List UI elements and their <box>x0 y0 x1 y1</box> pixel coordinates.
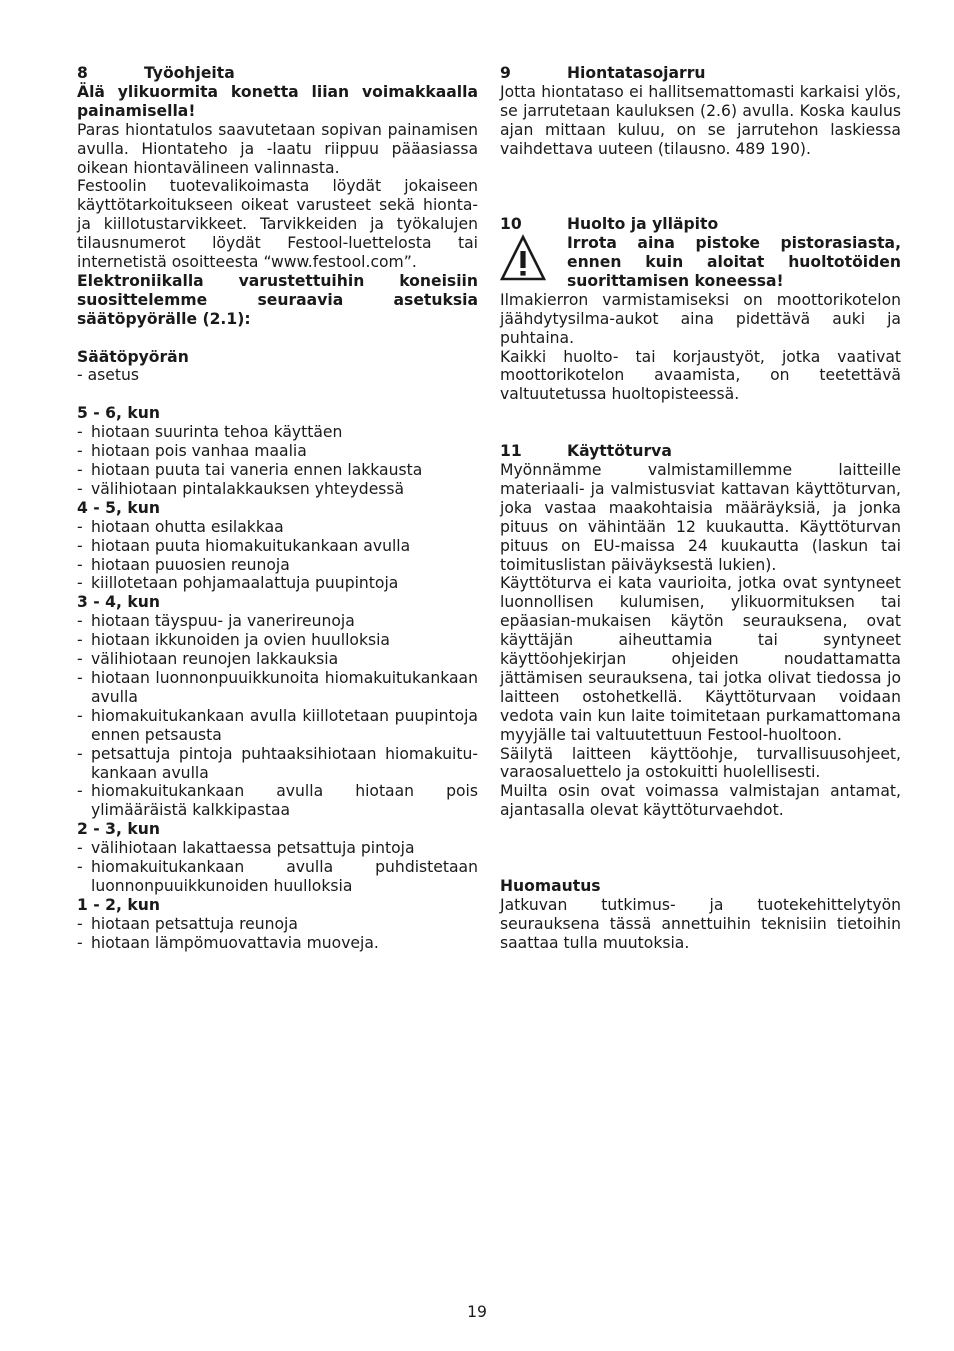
list-dash: - <box>77 461 83 479</box>
list-item-text: hiomakuitukankaan avulla kiillotetaan puupintoja ennen petsausta <box>91 706 478 744</box>
setting-group-title: 2 - 3, kun <box>77 820 160 839</box>
list-dash: - <box>77 536 83 555</box>
section-number: 11 <box>500 442 522 461</box>
setting-group-title: 1 - 2, kun <box>77 895 160 914</box>
list-item-text: hiotaan petsattuja reunoja <box>91 914 298 933</box>
list-item-text: hiotaan lämpömuovattavia muoveja. <box>91 933 379 952</box>
list-dash: - <box>77 612 83 631</box>
overload-warning: Älä ylikuormita konetta liian voimakkaalla painamisella! <box>77 82 478 120</box>
section-title: Hiontatasojarru <box>567 64 706 82</box>
list-item <box>77 423 478 442</box>
list-item-text: hiotaan puuta hiomakuitukankaan avulla <box>91 536 411 555</box>
list-item <box>77 631 478 650</box>
list-dash: - <box>77 631 83 650</box>
list-item <box>77 745 478 783</box>
list-item-text: hiomakuitukankaan avulla hiotaan pois ylimääräistä kalkkipastaa <box>91 782 478 820</box>
setting-group-title: 5 - 6, kun <box>77 404 160 423</box>
list-item <box>77 556 478 575</box>
list-item-text: välihiotaan reunojen lakkauksia <box>91 650 339 669</box>
paragraph: Jotta hiontataso ei hallitsemattomasti karkaisi ylös, se jarrutetaan kauluksen (2.6) avulla. Koska kaulus ajan mittaan kuluu, on se jarrutehon laskiessa vaihdettava uuteen (tilausno. 489 190). <box>500 82 901 158</box>
list-item-text: hiotaan puuta tai vaneria ennen lakkausta <box>91 461 423 479</box>
section-9-heading <box>500 64 901 83</box>
list-dash: - <box>77 555 83 574</box>
right-column <box>500 64 901 953</box>
list-item-text: hiotaan ohutta esilakkaa <box>91 517 284 536</box>
warning-text: Irrota aina pistoke pistorasiasta, ennen kuin aloitat huoltotöiden suorittamisen koneessa! <box>567 234 901 290</box>
warning-triangle-icon <box>500 234 567 291</box>
list-item <box>77 915 478 934</box>
paragraph: Festoolin tuotevalikoimasta löydät jokaiseen käyttötarkoitukseen oikeat varusteet sekä hionta- ja kiillotustarvikkeet. Tarvikkeiden ja työkalujen tilausnumerot löydät Festool-luettelosta tai internetistä osoitteesta “www.festool.com”. <box>77 177 478 272</box>
list-item-text: välihiotaan pintalakkauksen yhteydessä <box>91 479 405 498</box>
list-dash: - <box>77 782 83 801</box>
list-dash: - <box>77 517 83 536</box>
paragraph: Muilta osin ovat voimassa valmistajan antamat, ajantasalla olevat käyttöturvaehdot. <box>500 782 901 820</box>
list-item <box>77 669 478 707</box>
list-item-text: välihiotaan lakattaessa petsattuja pintoja <box>91 839 415 858</box>
list-item <box>77 858 478 896</box>
section-title: Työohjeita <box>144 64 235 82</box>
list-item-text: hiotaan täyspuu- ja vanerireunoja <box>91 612 355 631</box>
section-title: Huolto ja ylläpito <box>567 215 719 234</box>
paragraph: Paras hiontatulos saavutetaan sopivan painamisen avulla. Hiontateho ja -laatu riippuu pääasiassa oikean hiontavälineen valinnasta. <box>77 120 478 177</box>
list-item <box>77 934 478 953</box>
list-item <box>77 574 478 593</box>
list-dash: - <box>77 650 83 669</box>
list-item <box>77 839 478 858</box>
setting-group-title: 3 - 4, kun <box>77 593 160 612</box>
setting-group-title: 4 - 5, kun <box>77 498 160 517</box>
note-paragraph: Jatkuvan tutkimus- ja tuotekehittelytyön seurauksena tässä annettuihin teknisiin tietoihin saattaa tulla muutoksia. <box>500 895 901 952</box>
section-number: 10 <box>500 215 522 234</box>
list-dash: - <box>77 706 83 725</box>
note-title: Huomautus <box>500 876 601 895</box>
list-item <box>77 707 478 745</box>
page-number: 19 <box>467 1303 487 1321</box>
maintenance-warning <box>500 234 901 291</box>
list-item <box>77 480 478 499</box>
list-item-text: hiotaan ikkunoiden ja ovien huulloksia <box>91 631 390 650</box>
paragraph: Säilytä laitteen käyttöohje, turvallisuusohjeet, varaosaluettelo ja ostokuitti huolellisesti. <box>500 744 901 782</box>
list-item-text: hiomakuitukankaan avulla puhdistetaan luonnonpuuikkunoiden huulloksia <box>91 858 478 895</box>
dial-title: Säätöpyörän <box>77 347 189 366</box>
setting-groups <box>77 404 478 952</box>
section-10-heading <box>500 215 901 234</box>
paragraph: Myönnämme valmistamillemme laitteille materiaali- ja valmistusviat kattavan käyttöturvan, joka vastaa maakohtaisia määräyksiä, ja jonka pituus on vähintään 12 kuukautta. Käyttöturvan pituus on EU-maissa 24 kuukautta (laskun tai toimituslistan päiväyksestä lukien). <box>500 460 901 574</box>
list-item <box>77 782 478 820</box>
list-item-text: kiillotetaan pohjamaalattuja puupintoja <box>91 574 399 593</box>
list-item <box>77 612 478 631</box>
list-dash: - <box>77 423 83 442</box>
list-dash: - <box>77 442 83 461</box>
list-dash: - <box>77 744 83 763</box>
list-dash: - <box>77 668 83 687</box>
list-item-text: hiotaan pois vanhaa maalia <box>91 442 307 461</box>
list-dash: - <box>77 839 83 858</box>
list-item <box>77 650 478 669</box>
section-title: Käyttöturva <box>567 442 672 461</box>
section-11-heading <box>500 442 901 461</box>
list-item-text: hiotaan luonnonpuuikkunoita hiomakuitukankaan avulla <box>91 668 478 706</box>
list-dash: - <box>77 574 83 593</box>
list-dash: - <box>77 858 83 877</box>
paragraph: Kaikki huolto- tai korjaustyöt, jotka vaativat moottorikotelon avaamista, on teetettävä valtuutetussa huoltopisteessä. <box>500 347 901 404</box>
list-item <box>77 537 478 556</box>
list-item-text: hiotaan puuosien reunoja <box>91 555 290 574</box>
section-number: 9 <box>500 64 511 82</box>
list-item <box>77 442 478 461</box>
list-dash: - <box>77 933 83 952</box>
paragraph: Käyttöturva ei kata vaurioita, jotka ovat syntyneet luonnollisen kulumisen, ylikuormituksen tai epäasian-mukaisen käytön seurauksena, ovat käyttäjän aiheuttamia tai syntyneet käyttöohjekirjan ohjeiden noudattamatta jättämisen seurauksena, tai jotka olivat tiedossa jo laitteen ostohetkellä. Käyttöturvaan voidaan vedota vain kun laite toimitetaan purkamattomana myyjälle tai valtuutettuun Festool-huoltoon. <box>500 574 901 744</box>
list-item-text: petsattuja pintoja puhtaaksihiotaan hiomakuitu-kankaan avulla <box>91 744 478 782</box>
section-number: 8 <box>77 64 88 82</box>
paragraph: Ilmakierron varmistamiseksi on moottorikotelon jäähdytysilma-aukot aina pidettävä auki ja puhtaina. <box>500 290 901 347</box>
list-item-text: hiotaan suurinta tehoa käyttäen <box>91 423 343 442</box>
list-dash: - <box>77 914 83 933</box>
dial-subtitle: - asetus <box>77 366 139 385</box>
section-8-heading <box>77 64 478 83</box>
list-item <box>77 518 478 537</box>
settings-intro: Elektroniikalla varustettuihin koneisiin suosittelemme seuraavia asetuksia säätöpyörälle (2.1): <box>77 271 478 328</box>
list-item <box>77 461 478 480</box>
list-dash: - <box>77 479 83 498</box>
left-column <box>77 64 478 953</box>
